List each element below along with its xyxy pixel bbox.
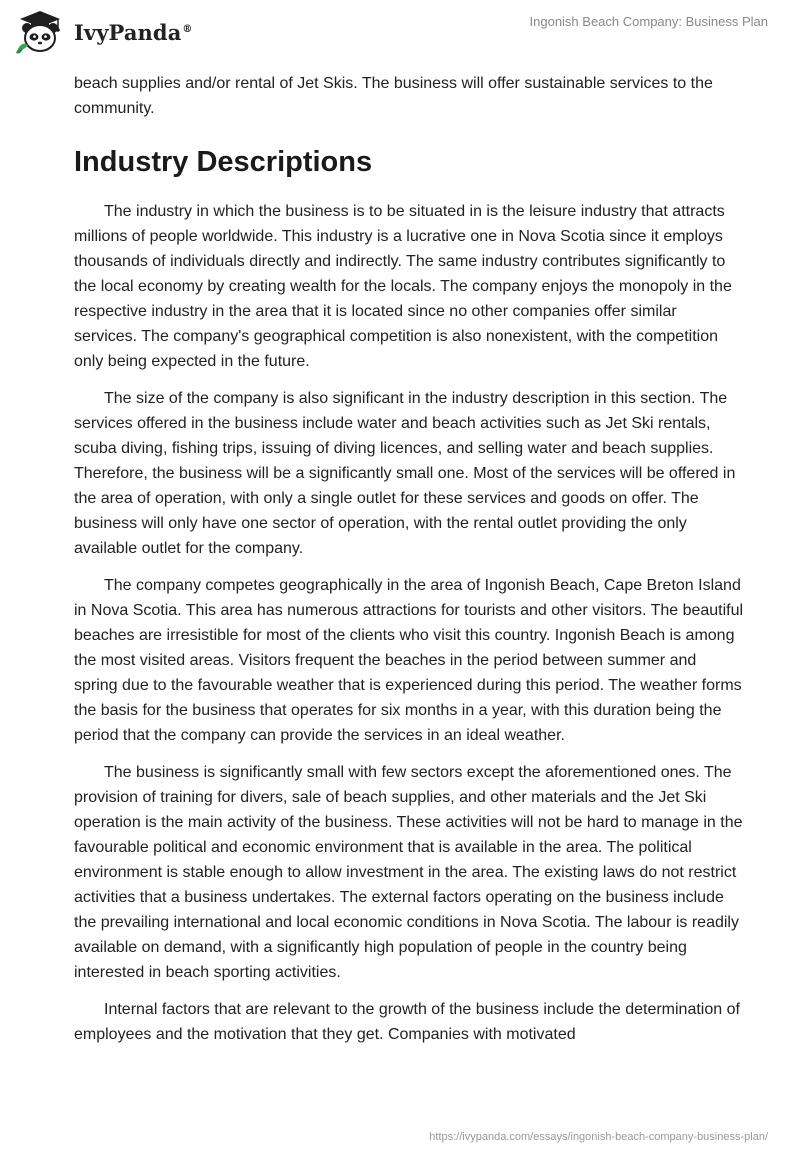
- body-paragraph: The business is significantly small with few sectors except the aforementioned ones. The provision of training for divers, sale of beach supplies, and other materials and the Jet Ski operation is the main activity of the business. These activities will not be hard to manage in the favourable political and economic environment that is available in the area. The political environment is stable enough to allow investment in the area. The existing laws do not restrict activities that a business undertakes. The external factors operating on the business include the prevailing international and local economic conditions in Nova Scotia. The labour is readily available on demand, with a significantly high population of people in the country being interested in beach sporting activities.: [74, 764, 743, 981]
- body-paragraph: The industry in which the business is to be situated in is the leisure industry that attracts millions of people worldwide. This industry is a lucrative one in Nova Scotia since it employs thousands of individuals directly and indirectly. The same industry contributes significantly to the local economy by creating wealth for the locals. The company enjoys the monopoly in the respective industry in the area that it is located since no other companies offer similar services. The company's geographical competition is also nonexistent, with the competition only being expected in the future.: [74, 203, 732, 370]
- essay-body: [74, 71, 744, 1059]
- body-paragraph: The size of the company is also significant in the industry description in this section. The services offered in the business include water and beach activities such as Jet Ski rentals, scuba diving, fishing trips, issuing of diving licences, and selling water and beach supplies. Therefore, the business will be a significantly small one. Most of the services will be offered in the area of operation, with only a single outlet for these services and goods on offer. The business will only have one sector of operation, with the rental outlet providing the only available outlet for the company.: [74, 390, 736, 557]
- section-heading: Industry Descriptions: [74, 146, 373, 178]
- brand-logo[interactable]: [14, 9, 193, 55]
- intro-paragraph-tail: beach supplies and/or rental of Jet Skis. The business will offer sustainable services to the community.: [74, 75, 713, 117]
- brand-name: IvyPanda®: [74, 19, 193, 45]
- page-header: [0, 0, 800, 70]
- panda-graduate-icon: [14, 9, 66, 55]
- document-title: Ingonish Beach Company: Business Plan: [529, 14, 768, 29]
- body-paragraph: Internal factors that are relevant to the growth of the business include the determination of employees and the motivation that they get. Companies with motivated: [74, 1001, 740, 1043]
- body-paragraph: The company competes geographically in the area of Ingonish Beach, Cape Breton Island in Nova Scotia. This area has numerous attractions for tourists and other visitors. The beautiful beaches are irresistible for most of the clients who visit this country. Ingonish Beach is among the most visited areas. Visitors frequent the beaches in the period between summer and spring due to the favourable weather that is experienced during this period. The weather forms the basis for the business that operates for six months in a year, with this duration being the period that the company can provide the services in an ideal weather.: [74, 577, 744, 744]
- source-url[interactable]: https://ivypanda.com/essays/ingonish-beach-company-business-plan/: [429, 1131, 768, 1143]
